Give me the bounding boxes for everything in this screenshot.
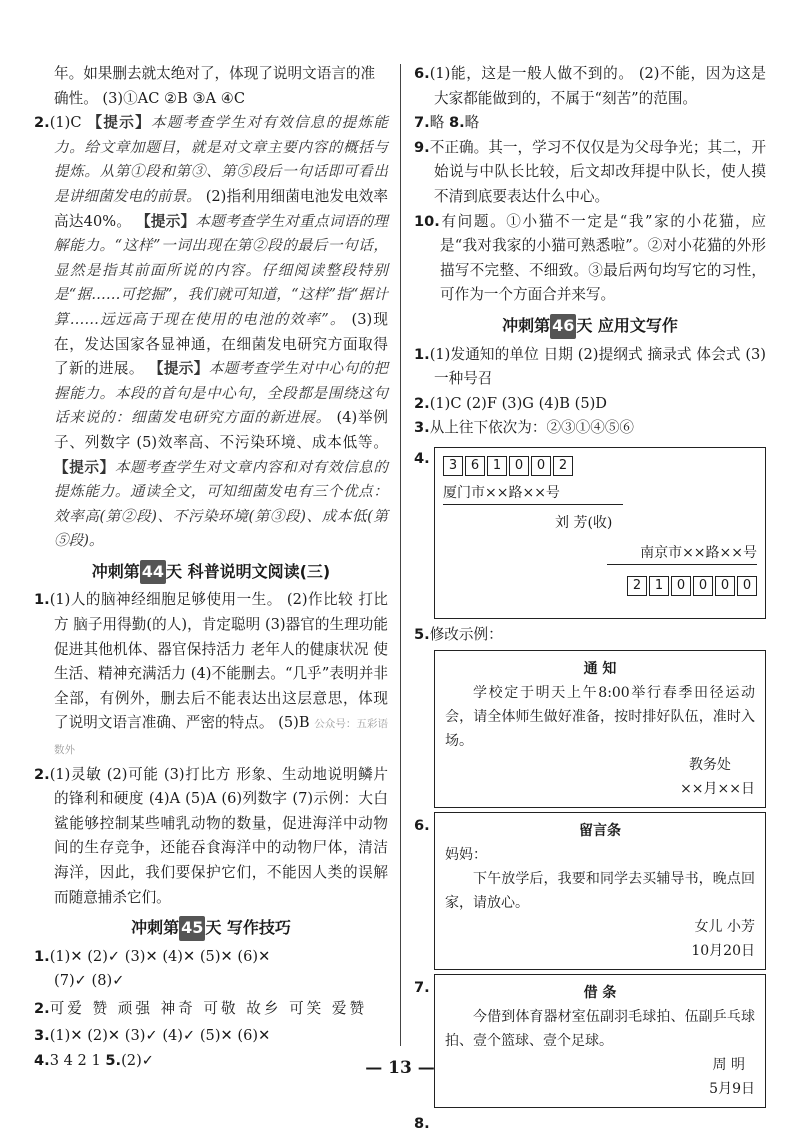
zip-digit: 0 — [531, 456, 551, 476]
tip-text: 本题考查学生对文章内容和对有效信息的提炼能力。通读全文，可知细菌发电有三个优点：效率高(第②段)、不污染环境(第③段)、成本低(第⑤段)。 — [54, 459, 388, 550]
question-1 — [34, 945, 388, 994]
envelope — [434, 447, 766, 619]
tip-text: 本题考查学生对重点词语的理解能力。“这样”一词出现在第②段的最后一句话，显然是指其前面所说的内容。仔细阅读整段特别是“据……可挖掘”，我们就可知道，“这样”指“据计算……远远高于现在使用的电池的效率”。 — [54, 213, 388, 328]
right-column — [414, 62, 766, 1136]
question-6 — [414, 62, 766, 111]
memo-date: 10月20日 — [445, 939, 755, 963]
zip-digit: 0 — [509, 456, 529, 476]
left-column — [34, 62, 388, 1073]
zip-digit: 3 — [443, 456, 463, 476]
iou-date: 5月9日 — [445, 1077, 755, 1101]
tip — [54, 459, 388, 550]
answer-text: (2)✓ — [121, 1052, 154, 1069]
question-number: 8. — [449, 114, 465, 131]
text-line: 年。如果删去就太绝对了，体现了说明文语言的准 — [54, 65, 375, 82]
recipient-text: 刘 芳(收) — [555, 515, 612, 531]
day-badge: 45 — [179, 916, 205, 941]
heading-text: 天 应用文写作 — [576, 316, 678, 335]
iou-title: 借 条 — [445, 981, 755, 1005]
sender-address — [443, 482, 623, 505]
question-number: 10. — [414, 213, 440, 230]
question-number: 9. — [414, 139, 430, 156]
notice-title: 通 知 — [445, 657, 755, 681]
answer-text: (1)发通知的单位 日期 (2)提纲式 摘录式 体会式 (3)一种号召 — [430, 346, 766, 388]
question-5 — [414, 623, 766, 648]
answer-text: (1)能，这是一般人做不到的。 (2)不能，因为这是大家都能做到的，不属于“刻苦”的范围。 — [430, 65, 766, 107]
question-number: 2. — [414, 395, 430, 412]
zip-digit: 0 — [737, 576, 757, 596]
sender-zip-code — [443, 456, 573, 476]
zip-digit: 2 — [553, 456, 573, 476]
question-number: 4. — [34, 1052, 50, 1069]
question-number: 7. — [414, 114, 430, 131]
answer-text — [34, 62, 388, 111]
answer-text: (1)C (2)F (3)G (4)B (5)D — [430, 395, 607, 412]
question-number: 2. — [34, 114, 50, 131]
column-divider — [400, 64, 401, 1046]
notice-date: ××月××日 — [445, 777, 755, 801]
answer-text: 不正确。其一，学习不仅仅是为父母争光；其二，开始说与中队长比较，后文却改拜提中队长，使人摸不清到底要表达什么中心。 — [430, 139, 766, 205]
answer-text: 略 — [465, 114, 480, 131]
question-number: 1. — [34, 591, 50, 608]
question-number: 3. — [34, 1027, 50, 1044]
question-number: 1. — [414, 346, 430, 363]
tip-label: 【提示】 — [54, 459, 115, 476]
zip-digit: 0 — [671, 576, 691, 596]
answer-text: (1)✕ (2)✕ (3)✓ (4)✓ (5)✕ (6)✕ — [50, 1027, 271, 1044]
question-number: 7. — [414, 976, 430, 1001]
zip-digit: 0 — [715, 576, 735, 596]
day-badge: 46 — [550, 314, 576, 339]
answer-text: (7)✓ (8)✓ — [54, 972, 124, 989]
question-number: 5. — [105, 1052, 121, 1069]
heading-text: 冲刺第 — [131, 918, 179, 937]
question-9 — [414, 136, 766, 210]
address-text: 南京市××路××号 — [640, 545, 757, 561]
question-1 — [34, 588, 388, 762]
notice-box — [434, 650, 766, 808]
memo-body: 下午放学后，我要和同学去买辅导书，晚点回家，请放心。 — [445, 867, 755, 915]
question-2 — [34, 111, 388, 554]
answer-text: (3)现在，发达国家各显神通，在细菌发电研究方面取得了新的进展。 — [54, 311, 388, 377]
recipient-name — [555, 512, 612, 534]
section-heading-44 — [34, 560, 388, 585]
memo-box — [434, 812, 766, 970]
question-3 — [34, 1024, 388, 1049]
question-2 — [34, 763, 388, 911]
watermark: 公众号：五彩语数外 — [54, 718, 388, 756]
answer-text: 3 4 2 1 — [50, 1052, 106, 1069]
answer-text: (1)人的脑神经细胞足够使用一生。 (2)作比较 打比方 脑子用得勤(的人)，肯定聪明 (3)器官的生理功能 促进其他机体、器官保持活力 老年人的健康状况 使生活、精神充满活力 (4)不能删去。“几乎”表明并非全部，有例外，删去后不能表达出这层意思，体现了说明文语言准确、严密的特点。 (5)B — [50, 591, 388, 731]
question-number: 4. — [414, 447, 430, 472]
day-badge: 44 — [140, 560, 166, 585]
question-8 — [414, 1112, 766, 1136]
section-heading-46 — [414, 314, 766, 339]
question-number: 8. — [414, 1115, 430, 1132]
recipient-zip-code — [627, 576, 757, 596]
tip-text: 本题考查学生对中心句的把握能力。本段的首句是中心句，全段都是围绕这句话来说的：细菌发电研究方面的新进展。 — [54, 360, 388, 426]
question-3 — [414, 416, 766, 441]
memo-salutation: 妈妈： — [445, 843, 755, 867]
answer-text: (4)举例子、列数字 (5)效率高、不污染环境、成本低等。 — [54, 409, 388, 451]
tip-label: 【提示】 — [87, 114, 151, 131]
answer-text: 修改示例： — [430, 626, 503, 643]
question-10 — [414, 210, 766, 308]
question-number: 6. — [414, 65, 430, 82]
tip-text: 本题考查学生对有效信息的提炼能力。给文章加题目，就是对文章主要内容的概括与提炼。从第①段和第③、第⑤段后一句话即可看出是讲细菌发电的前景。 — [54, 114, 388, 205]
question-number: 2. — [34, 766, 50, 783]
zip-digit: 1 — [487, 456, 507, 476]
iou-body: 今借到体育器材室伍副羽毛球拍、伍副乒乓球拍、壹个篮球、壹个足球。 — [445, 1005, 755, 1053]
address-text: 厦门市××路××号 — [443, 485, 560, 501]
question-1 — [414, 343, 766, 392]
answer-text: 略 — [430, 114, 449, 131]
question-2 — [34, 994, 388, 1024]
zip-digit: 2 — [627, 576, 647, 596]
question-number: 6. — [414, 814, 430, 839]
question-4 — [414, 447, 766, 619]
iou-signer: 周 明 — [445, 1053, 755, 1077]
question-number: 5. — [414, 626, 430, 643]
tip-label: 【提示】 — [136, 213, 195, 230]
answer-text: 从上往下依次为：②③①④⑤⑥ — [430, 419, 634, 436]
answer-text: 可爱 赞 顽强 神奇 可敬 故乡 可笑 爱赞 — [50, 1000, 367, 1017]
zip-digit: 1 — [649, 576, 669, 596]
page-number: — 13 — — [0, 1058, 800, 1078]
answer-text: (1)C — [50, 114, 88, 131]
memo-signer: 女儿 小芳 — [445, 915, 755, 939]
notice-body: 学校定于明天上午8:00举行春季田径运动会，请全体师生做好准备，按时排好队伍，准时入场。 — [445, 681, 755, 753]
question-7 — [414, 974, 766, 1108]
recipient-address — [607, 542, 757, 565]
answer-text: (1)灵敏 (2)可能 (3)打比方 形象、生动地说明鳞片的锋利和硬度 (4)A (5)A (6)列数字 (7)示例：大白鲨能够控制某些哺乳动物的数量，促进海洋中动物间的生存竞争，还能吞食海洋中的动物尸体，清洁海洋，因此，我们要保护它们，不能因人类的误解而随意捕杀它们。 — [50, 766, 388, 906]
zip-digit: 6 — [465, 456, 485, 476]
notice-signer: 教务处 — [445, 753, 755, 777]
answer-text: (2)指利用细菌电池发电效率高达40%。 — [54, 188, 388, 230]
question-number: 1. — [34, 948, 50, 965]
question-number: 3. — [414, 419, 430, 436]
text-line: 确性。 (3)①AC ②B ③A ④C — [54, 90, 245, 107]
answer-text: (1)✕ (2)✓ (3)✕ (4)✕ (5)✕ (6)✕ — [50, 948, 271, 965]
heading-text: 冲刺第 — [502, 316, 550, 335]
section-heading-45 — [34, 916, 388, 941]
question-7-8 — [414, 111, 766, 136]
zip-digit: 0 — [693, 576, 713, 596]
iou-box — [434, 974, 766, 1108]
memo-title: 留言条 — [445, 819, 755, 843]
question-2 — [414, 392, 766, 417]
question-6 — [414, 812, 766, 970]
tip-label: 【提示】 — [149, 360, 209, 377]
heading-text: 天 科普说明文阅读(三) — [166, 562, 330, 581]
question-number: 2. — [34, 1000, 50, 1017]
answer-text: 有问题。①小猫不一定是“我”家的小花猫，应是“我对我家的小猫可熟悉啦”。②对小花猫的外形描写不完整、不细致。③最后两句均写它的习性，可作为一个方面合并来写。 — [440, 213, 766, 304]
heading-text: 冲刺第 — [92, 562, 140, 581]
heading-text: 天 写作技巧 — [205, 918, 291, 937]
